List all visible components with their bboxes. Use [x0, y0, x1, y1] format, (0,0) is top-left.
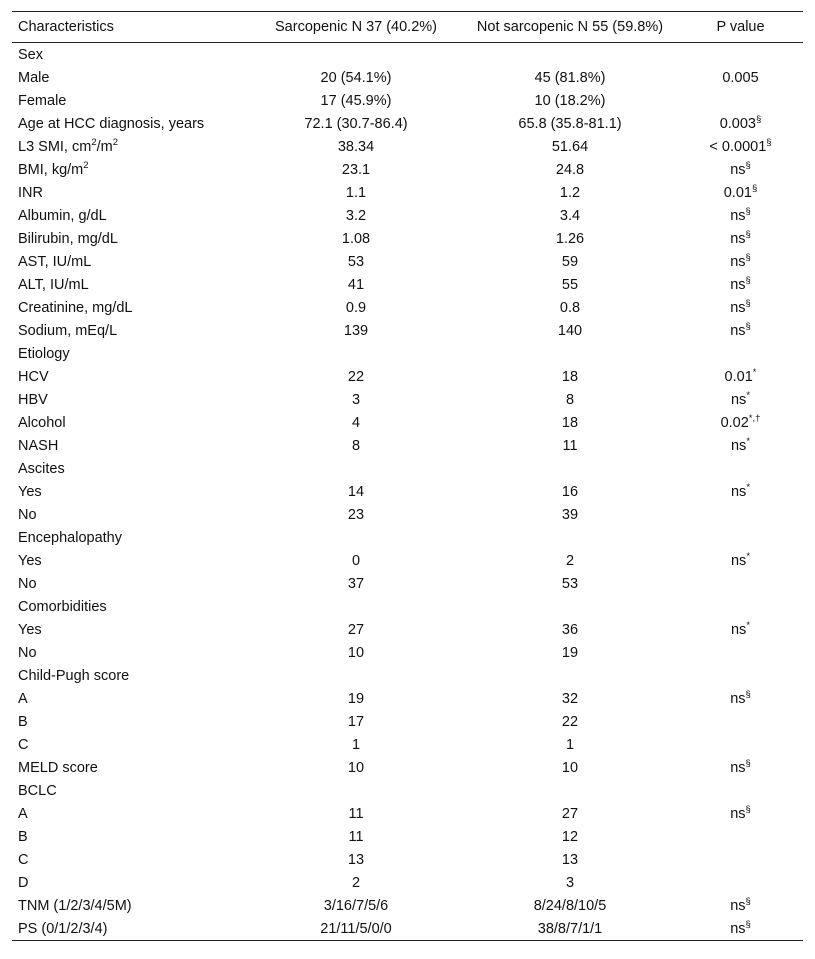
not-sarcopenic-value — [462, 779, 678, 802]
p-value-footnote-mark: § — [745, 297, 751, 309]
p-value — [678, 43, 803, 67]
p-value-text: ns — [730, 759, 746, 776]
not-sarcopenic-value: 18 — [561, 368, 579, 385]
not-sarcopenic-value: 51.64 — [551, 138, 589, 155]
p-value-footnote-mark: § — [745, 320, 751, 332]
row-label — [12, 710, 250, 733]
row-label — [12, 250, 250, 273]
table-row — [12, 135, 803, 158]
row-label — [12, 848, 250, 871]
not-sarcopenic-value: 38/8/7/1/1 — [462, 917, 678, 941]
label-superscript: 2 — [83, 159, 89, 171]
row-label — [12, 296, 250, 319]
row-label-text: Child-Pugh score — [18, 667, 130, 684]
p-value-text: ns — [730, 161, 746, 178]
p-value — [678, 388, 803, 411]
p-value — [678, 618, 803, 641]
p-value — [678, 66, 803, 89]
table-row — [12, 43, 803, 67]
not-sarcopenic-value: 10 — [561, 759, 579, 776]
row-label — [12, 779, 250, 802]
characteristics-table — [12, 11, 803, 941]
p-value-text: ns — [730, 805, 746, 822]
p-value — [678, 894, 803, 917]
table-row — [12, 457, 803, 480]
header-p-value: P value — [678, 12, 803, 43]
p-value — [678, 595, 803, 618]
table-row — [12, 342, 803, 365]
p-value-text: ns — [730, 230, 746, 247]
not-sarcopenic-value: 39 — [561, 506, 579, 523]
row-label — [12, 595, 250, 618]
row-label-text: A — [18, 805, 28, 822]
row-label-text: INR — [18, 184, 43, 201]
header-sarcopenic: Sarcopenic N 37 (40.2%) — [250, 12, 462, 43]
p-value-footnote-mark: * — [746, 389, 751, 401]
table-row — [12, 572, 803, 595]
row-label-text: B — [18, 713, 28, 730]
p-value-footnote-mark: § — [745, 803, 751, 815]
p-value — [678, 641, 803, 664]
not-sarcopenic-value: 11 — [562, 437, 578, 454]
table-row — [12, 365, 803, 388]
p-value — [678, 526, 803, 549]
p-value — [678, 250, 803, 273]
row-label-text: BCLC — [18, 782, 57, 799]
p-value-text: 0.005 — [722, 69, 759, 86]
p-value-footnote-mark: * — [746, 550, 751, 562]
label-tail: /m — [96, 138, 113, 155]
sarcopenic-value: 1 — [351, 736, 361, 753]
table-row — [12, 181, 803, 204]
p-value-text: ns — [730, 391, 747, 408]
sarcopenic-value — [250, 457, 462, 480]
sarcopenic-value: 17 (45.9%) — [320, 92, 392, 109]
row-label — [12, 388, 250, 411]
row-label-text: HCV — [18, 368, 49, 385]
p-value — [678, 204, 803, 227]
sarcopenic-value: 0.9 — [345, 299, 367, 316]
table-row — [12, 917, 803, 941]
row-label-text: BMI, kg/m — [18, 161, 84, 178]
table-row — [12, 66, 803, 89]
sarcopenic-value: 2 — [351, 874, 361, 891]
p-value-text: < 0.0001 — [709, 138, 767, 155]
sarcopenic-value: 139 — [343, 322, 369, 339]
row-label — [12, 411, 250, 434]
p-value — [678, 825, 803, 848]
p-value-text: 0.003 — [719, 115, 756, 132]
p-value-footnote-mark: * — [746, 481, 751, 493]
row-label — [12, 43, 250, 67]
row-label — [12, 687, 250, 710]
p-value-footnote-mark: § — [745, 274, 751, 286]
p-value — [678, 434, 803, 457]
sarcopenic-value: 23 — [347, 506, 365, 523]
sarcopenic-value: 3/16/7/5/6 — [323, 897, 389, 914]
p-value-footnote-mark: § — [745, 205, 751, 217]
row-label-text: No — [18, 506, 37, 523]
row-label — [12, 664, 250, 687]
row-label-text: C — [18, 851, 29, 868]
p-value-footnote-mark: § — [745, 757, 751, 769]
not-sarcopenic-value: 12 — [561, 828, 579, 845]
row-label — [12, 480, 250, 503]
table-row — [12, 825, 803, 848]
p-value — [678, 158, 803, 181]
row-label — [12, 618, 250, 641]
row-label-text: ALT, IU/mL — [18, 276, 89, 293]
sarcopenic-value: 27 — [347, 621, 365, 638]
sarcopenic-value: 22 — [347, 368, 365, 385]
row-label-text: No — [18, 644, 37, 661]
row-label-text: C — [18, 736, 29, 753]
sarcopenic-value — [250, 342, 462, 365]
table-row — [12, 526, 803, 549]
table-row — [12, 89, 803, 112]
p-value — [678, 871, 803, 894]
row-label — [12, 342, 250, 365]
row-label — [12, 802, 250, 825]
p-value — [678, 480, 803, 503]
p-value-text: 0.01 — [724, 368, 753, 385]
p-value — [678, 710, 803, 733]
p-value — [678, 181, 803, 204]
p-value — [678, 273, 803, 296]
p-value-text: ns — [730, 276, 746, 293]
sarcopenic-value: 21/11/5/0/0 — [250, 917, 462, 941]
sarcopenic-value: 3 — [351, 391, 361, 408]
sarcopenic-value — [250, 779, 462, 802]
p-value-text: ns — [730, 437, 747, 454]
p-value-footnote-mark: § — [745, 228, 751, 240]
table-row — [12, 595, 803, 618]
table-row — [12, 641, 803, 664]
row-label-text: Albumin, g/dL — [18, 207, 107, 224]
p-value — [678, 89, 803, 112]
row-label-text: Encephalopathy — [18, 529, 122, 546]
not-sarcopenic-value: 3 — [565, 874, 575, 891]
table-row — [12, 273, 803, 296]
p-value-footnote-mark: § — [745, 159, 751, 171]
row-label-text: Sex — [18, 46, 43, 63]
label-superscript: 2 — [91, 136, 97, 148]
p-value-text: ns — [730, 299, 746, 316]
header-not-sarcopenic: Not sarcopenic N 55 (59.8%) — [462, 12, 678, 43]
sarcopenic-value: 1.1 — [345, 184, 367, 201]
table-row — [12, 756, 803, 779]
row-label-text: Female — [18, 92, 67, 109]
row-label-text: Age at HCC diagnosis, years — [18, 115, 205, 132]
sarcopenic-value: 11 — [348, 805, 364, 822]
not-sarcopenic-value: 1.2 — [559, 184, 581, 201]
row-label — [12, 549, 250, 572]
p-value-footnote-mark: § — [745, 918, 751, 930]
table-row — [12, 296, 803, 319]
row-label-text: PS (0/1/2/3/4) — [18, 920, 108, 937]
p-value — [678, 733, 803, 756]
p-value — [678, 365, 803, 388]
p-value — [678, 135, 803, 158]
not-sarcopenic-value: 22 — [561, 713, 579, 730]
table-row — [12, 434, 803, 457]
sarcopenic-value: 4 — [351, 414, 361, 431]
table-row — [12, 250, 803, 273]
p-value — [678, 411, 803, 434]
table-row — [12, 710, 803, 733]
table-row — [12, 319, 803, 342]
row-label — [12, 457, 250, 480]
row-label — [12, 825, 250, 848]
row-label — [12, 434, 250, 457]
row-label-text: Comorbidities — [18, 598, 107, 615]
p-value-text: ns — [730, 690, 746, 707]
not-sarcopenic-value: 8/24/8/10/5 — [533, 897, 607, 914]
row-label — [12, 756, 250, 779]
table-body — [12, 43, 803, 941]
row-label-text: B — [18, 828, 28, 845]
row-label — [12, 135, 250, 158]
p-value — [678, 296, 803, 319]
not-sarcopenic-value: 10 (18.2%) — [534, 92, 606, 109]
header-characteristics: Characteristics — [12, 12, 250, 43]
sarcopenic-value: 23.1 — [341, 161, 371, 178]
sarcopenic-value — [250, 43, 462, 67]
p-value — [678, 664, 803, 687]
not-sarcopenic-value: 0.8 — [559, 299, 581, 316]
table-row — [12, 871, 803, 894]
row-label — [12, 66, 250, 89]
table-row — [12, 618, 803, 641]
p-value-text: ns — [730, 897, 746, 914]
not-sarcopenic-value: 24.8 — [555, 161, 585, 178]
p-value-footnote-mark: § — [766, 136, 772, 148]
p-value — [678, 227, 803, 250]
p-value-text: ns — [730, 920, 746, 937]
sarcopenic-value: 11 — [348, 828, 364, 845]
row-label — [12, 526, 250, 549]
row-label — [12, 572, 250, 595]
row-label — [12, 112, 250, 135]
row-label — [12, 204, 250, 227]
table-row — [12, 480, 803, 503]
p-value-footnote-mark: * — [752, 366, 757, 378]
row-label — [12, 733, 250, 756]
row-label — [12, 871, 250, 894]
p-value-text: ns — [730, 253, 746, 270]
p-value-text: ns — [730, 483, 747, 500]
not-sarcopenic-value: 55 — [561, 276, 579, 293]
not-sarcopenic-value — [462, 342, 678, 365]
sarcopenic-value: 0 — [351, 552, 361, 569]
row-label — [12, 894, 250, 917]
sarcopenic-value — [250, 526, 462, 549]
p-value-footnote-mark: * — [746, 619, 751, 631]
not-sarcopenic-value: 45 (81.8%) — [534, 69, 606, 86]
table-row — [12, 733, 803, 756]
table-row — [12, 894, 803, 917]
row-label-text: Male — [18, 69, 50, 86]
sarcopenic-value: 13 — [347, 851, 365, 868]
table-row — [12, 503, 803, 526]
not-sarcopenic-value — [462, 457, 678, 480]
not-sarcopenic-value: 65.8 (35.8-81.1) — [518, 115, 622, 132]
not-sarcopenic-value — [462, 664, 678, 687]
table-row — [12, 112, 803, 135]
not-sarcopenic-value: 19 — [561, 644, 579, 661]
row-label-text: HBV — [18, 391, 48, 408]
p-value — [678, 457, 803, 480]
table-row — [12, 411, 803, 434]
p-value-footnote-mark: § — [745, 895, 751, 907]
sarcopenic-value: 3.2 — [345, 207, 367, 224]
table-row — [12, 687, 803, 710]
p-value — [678, 503, 803, 526]
not-sarcopenic-value: 140 — [557, 322, 583, 339]
sarcopenic-value: 38.34 — [337, 138, 375, 155]
table-row — [12, 227, 803, 250]
row-label-text: Yes — [18, 621, 42, 638]
row-label — [12, 365, 250, 388]
row-label — [12, 227, 250, 250]
not-sarcopenic-value: 36 — [561, 621, 579, 638]
p-value — [678, 687, 803, 710]
p-value-text: 0.02 — [720, 414, 749, 431]
row-label-text: Alcohol — [18, 414, 66, 431]
row-label-text: D — [18, 874, 29, 891]
table-row — [12, 779, 803, 802]
not-sarcopenic-value: 59 — [561, 253, 579, 270]
p-value-text: ns — [730, 621, 747, 638]
row-label-text: AST, IU/mL — [18, 253, 92, 270]
not-sarcopenic-value: 3.4 — [559, 207, 581, 224]
row-label-text: MELD score — [18, 759, 98, 776]
table-row — [12, 549, 803, 572]
p-value-text: ns — [730, 322, 746, 339]
not-sarcopenic-value: 16 — [561, 483, 579, 500]
p-value-text: ns — [730, 552, 747, 569]
not-sarcopenic-value — [462, 43, 678, 67]
p-value — [678, 779, 803, 802]
p-value — [678, 319, 803, 342]
p-value-footnote-mark: § — [756, 113, 762, 125]
p-value — [678, 802, 803, 825]
p-value — [678, 342, 803, 365]
sarcopenic-value — [250, 664, 462, 687]
row-label-text: Etiology — [18, 345, 70, 362]
table-row — [12, 204, 803, 227]
row-label-text: A — [18, 690, 28, 707]
row-label-text: Sodium, mEq/L — [18, 322, 118, 339]
p-value-footnote-mark: *,† — [748, 412, 761, 424]
sarcopenic-value: 17 — [347, 713, 365, 730]
row-label-text: TNM (1/2/3/4/5M) — [18, 897, 132, 914]
row-label — [12, 503, 250, 526]
sarcopenic-value: 10 — [347, 644, 365, 661]
row-label — [12, 273, 250, 296]
sarcopenic-value: 37 — [347, 575, 365, 592]
row-label-text: Creatinine, mg/dL — [18, 299, 133, 316]
sarcopenic-value: 72.1 (30.7-86.4) — [304, 115, 408, 132]
sarcopenic-value: 14 — [347, 483, 365, 500]
sarcopenic-value: 20 (54.1%) — [320, 69, 392, 86]
row-label-text: Ascites — [18, 460, 65, 477]
sarcopenic-value: 41 — [347, 276, 365, 293]
p-value-footnote-mark: § — [745, 688, 751, 700]
p-value-footnote-mark: * — [746, 435, 751, 447]
label-superscript: 2 — [112, 136, 119, 148]
not-sarcopenic-value: 13 — [561, 851, 579, 868]
row-label-text: No — [18, 575, 37, 592]
p-value-text: 0.01 — [723, 184, 752, 201]
table-row — [12, 802, 803, 825]
row-label — [12, 158, 250, 181]
not-sarcopenic-value: 18 — [561, 414, 579, 431]
row-label-text: Yes — [18, 552, 42, 569]
header-row — [12, 12, 803, 43]
row-label — [12, 89, 250, 112]
p-value — [678, 756, 803, 779]
table-row — [12, 664, 803, 687]
not-sarcopenic-value: 1 — [565, 736, 575, 753]
not-sarcopenic-value: 1.26 — [555, 230, 585, 247]
sarcopenic-value: 53 — [347, 253, 365, 270]
p-value — [678, 848, 803, 871]
row-label — [12, 319, 250, 342]
row-label-text: L3 SMI, cm — [18, 138, 92, 155]
sarcopenic-value: 1.08 — [341, 230, 371, 247]
p-value-text: ns — [730, 207, 746, 224]
table-row — [12, 388, 803, 411]
not-sarcopenic-value: 8 — [565, 391, 575, 408]
row-label — [12, 917, 250, 941]
p-value — [678, 549, 803, 572]
not-sarcopenic-value: 27 — [561, 805, 579, 822]
row-label — [12, 641, 250, 664]
p-value — [678, 112, 803, 135]
sarcopenic-value: 19 — [347, 690, 365, 707]
sarcopenic-value: 8 — [351, 437, 361, 454]
row-label-text: Bilirubin, mg/dL — [18, 230, 118, 247]
not-sarcopenic-value — [462, 595, 678, 618]
row-label-text: Yes — [18, 483, 42, 500]
table-row — [12, 848, 803, 871]
not-sarcopenic-value: 32 — [561, 690, 579, 707]
p-value-footnote-mark: § — [745, 251, 751, 263]
row-label — [12, 181, 250, 204]
not-sarcopenic-value: 2 — [565, 552, 575, 569]
row-label-text: NASH — [18, 437, 59, 454]
p-value — [678, 917, 803, 941]
sarcopenic-value — [250, 595, 462, 618]
p-value-footnote-mark: § — [751, 182, 758, 194]
sarcopenic-value: 10 — [347, 759, 365, 776]
p-value — [678, 572, 803, 595]
table-row — [12, 158, 803, 181]
not-sarcopenic-value — [462, 526, 678, 549]
not-sarcopenic-value: 53 — [561, 575, 579, 592]
